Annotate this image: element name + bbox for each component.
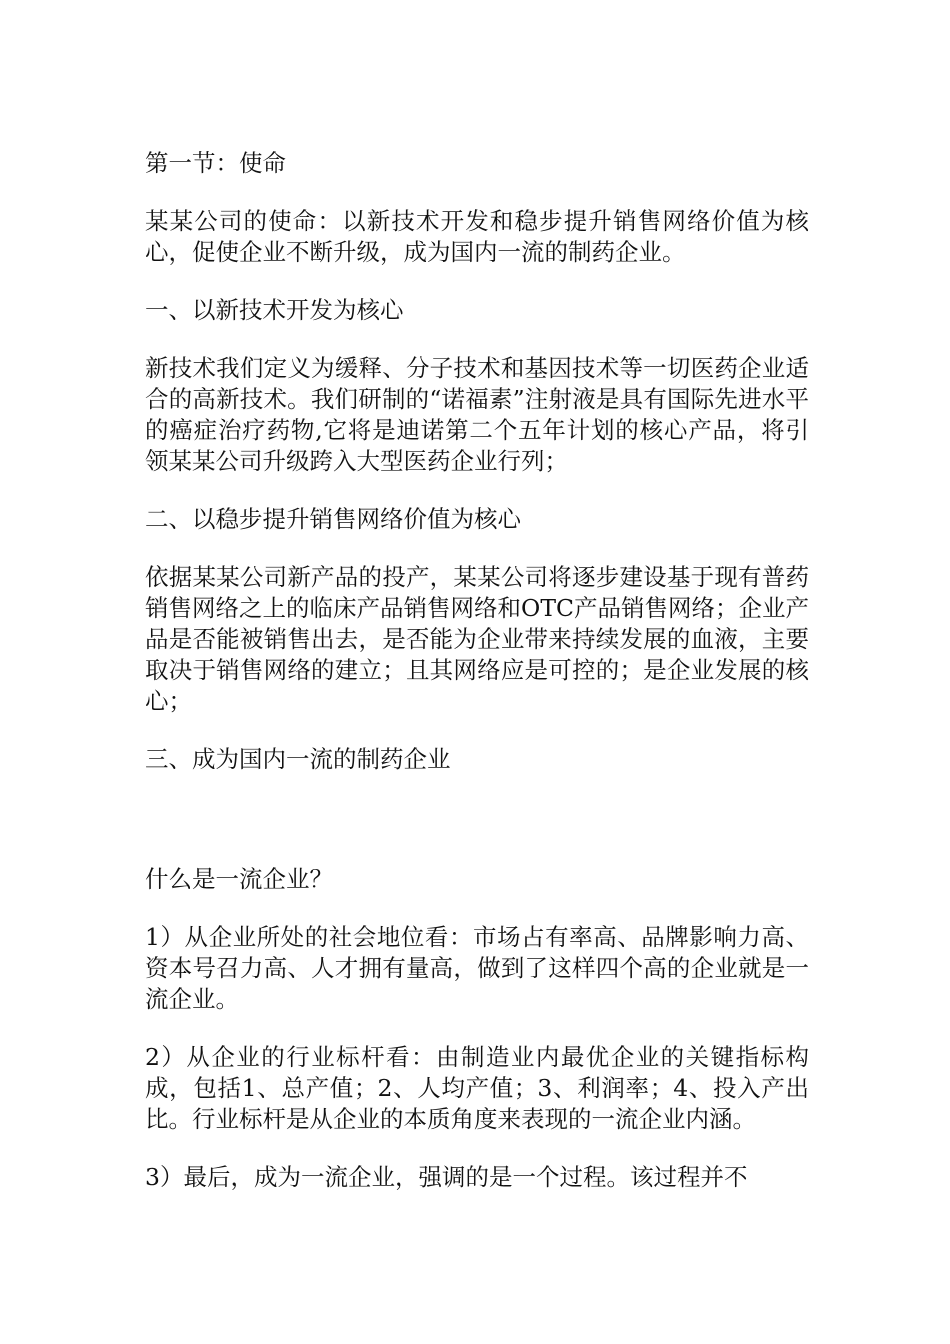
section-title: 第一节：使命 [145, 149, 286, 177]
question-line: 什么是一流企业？ [145, 865, 333, 893]
point-social-status: 1）从企业所处的社会地位看：市场占有率高、品牌影响力高、资本号召力高、人才拥有量高，做到了这样四个高的企业就是一流企业。 [145, 923, 809, 1013]
document-page [145, 148, 809, 1193]
heading-technology: 一、以新技术开发为核心 [145, 296, 404, 324]
heading-first-class: 三、成为国内一流的制药企业 [145, 745, 451, 773]
sales-network-paragraph: 依据某某公司新产品的投产，某某公司将逐步建设基于现有普药销售网络之上的临床产品销售网络和OTC产品销售网络；企业产品是否能被销售出去，是否能为企业带来持续发展的血液，主要取决于销售网络的建立；且其网络应是可控的；是企业发展的核心； [145, 563, 809, 715]
point-industry-benchmark: 2）从企业的行业标杆看：由制造业内最优企业的关键指标构成，包括1、总产值；2、人均产值；3、利润率；4、投入产出比。行业标杆是从企业的本质角度来表现的一流企业内涵。 [145, 1043, 809, 1133]
mission-paragraph: 某某公司的使命：以新技术开发和稳步提升销售网络价值为核心，促使企业不断升级，成为国内一流的制药企业。 [145, 207, 809, 266]
point-process: 3）最后，成为一流企业，强调的是一个过程。该过程并不 [145, 1163, 748, 1191]
heading-sales-network: 二、以稳步提升销售网络价值为核心 [145, 505, 521, 533]
technology-paragraph: 新技术我们定义为缓释、分子技术和基因技术等一切医药企业适合的高新技术。我们研制的“诺福素”注射液是具有国际先进水平的癌症治疗药物,它将是迪诺第二个五年计划的核心产品，将引领某某公司升级跨入大型医药企业行列； [145, 354, 809, 475]
